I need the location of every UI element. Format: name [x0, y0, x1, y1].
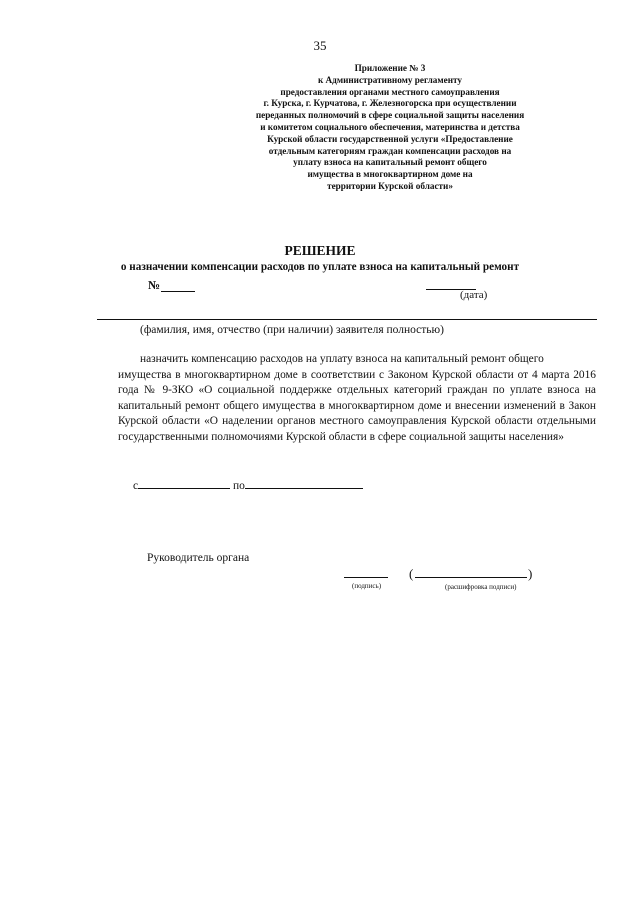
page-number: 35 — [313, 38, 327, 53]
annex-line: Курской области государственной услуги «Предоставление — [267, 133, 513, 144]
annex-line: предоставления органами местного самоуправления — [280, 86, 500, 97]
open-parenthesis: ( — [409, 566, 414, 581]
body-first-line: назначить компенсацию расходов на уплату взноса на капитальный ремонт общего — [140, 353, 544, 365]
annex-line: Приложение № 3 — [354, 63, 426, 73]
applicant-caption: (фамилия, имя, отчество (при наличии) заявителя полностью) — [140, 324, 444, 336]
decision-number-label: № — [148, 278, 161, 292]
annex-header — [240, 63, 540, 193]
decision-body — [118, 352, 596, 446]
signature-decode-field[interactable] — [415, 577, 527, 578]
annex-line: имущества в многоквартирном доме на — [307, 169, 473, 180]
period-from-field[interactable] — [138, 477, 230, 489]
decision-date-caption: (дата) — [460, 289, 488, 301]
period-from-label: с — [133, 480, 139, 492]
period-to-label: по — [232, 480, 245, 492]
signature-caption: (подпись) — [352, 582, 382, 590]
annex-line: и комитетом социального обеспечения, материнства и детства — [260, 121, 520, 132]
applicant-name-field[interactable] — [97, 319, 597, 320]
head-of-body-label: Руководитель органа — [147, 552, 250, 564]
decision-title: РЕШЕНИЕ — [284, 243, 356, 258]
annex-line: к Административному регламенту — [317, 74, 463, 85]
signature-field[interactable] — [344, 577, 388, 578]
period-row — [133, 477, 363, 492]
annex-line: переданных полномочий в сфере социальной защиты населения — [255, 110, 525, 121]
body-rest: имущества в многоквартирном доме в соответствии с Законом Курской области от 4 марта 2016 года № 9-ЗКО «О социальной поддержке отдельных категорий граждан по уплате взноса на капитальный ремонт общего имущества в многоквартирном доме и внесении изменений в Закон Курской области «О наделении органов местного самоуправления Курской области отдельными государственными полномочиями Курской области в сфере социальной защиты населения» — [118, 368, 596, 443]
period-to-field[interactable] — [245, 477, 363, 489]
annex-line: г. Курска, г. Курчатова, г. Железногорска при осуществлении — [263, 98, 517, 109]
signature-decode-caption: (расшифровка подписи) — [445, 583, 517, 591]
decision-number-field[interactable] — [161, 291, 195, 292]
annex-line: уплату взноса на капитальный ремонт общего — [293, 157, 487, 168]
annex-line: территории Курской области» — [327, 180, 453, 191]
close-parenthesis: ) — [528, 566, 533, 581]
decision-subtitle: о назначении компенсации расходов по уплате взноса на капитальный ремонт — [120, 261, 520, 273]
annex-line: отдельным категориям граждан компенсации расходов на — [268, 145, 512, 156]
